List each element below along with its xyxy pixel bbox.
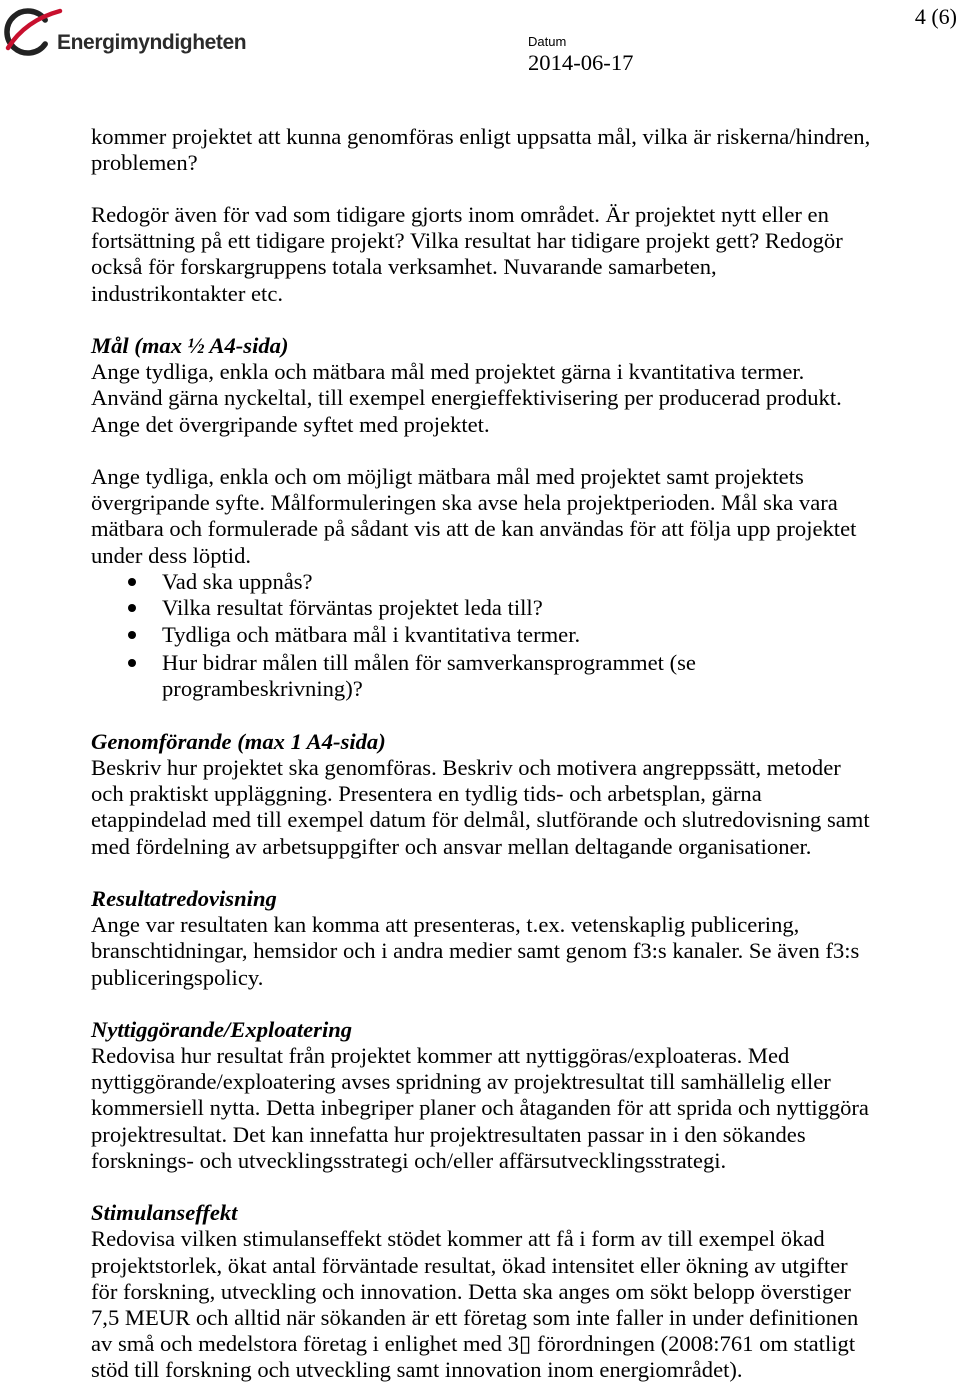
body-line: stöd till forskning och utveckling samt innovation inom energiområdet).	[91, 1357, 743, 1383]
body-line: mätbara och formulerade på sådant vis att de kan användas för att följa upp projektet	[91, 516, 857, 542]
body-line: Ange det övergripande syftet med projektet.	[91, 411, 490, 437]
bullet-icon	[128, 578, 136, 586]
list-item	[91, 569, 951, 595]
body-line: problemen?	[91, 149, 198, 175]
paragraph-gap	[91, 176, 951, 202]
body-line: projektstorlek, ökat antal förväntade resultat, ökad intensitet eller ökning av utgifter	[91, 1252, 848, 1278]
list-item-text: Hur bidrar målen till målen för samverkansprogrammet (se	[162, 650, 696, 676]
list-item-text: Vilka resultat förväntas projektet leda till?	[162, 594, 543, 620]
section-heading-goals: Mål (max ½ A4-sida)	[91, 333, 289, 358]
body-line: också för forskargruppens totala verksamhet. Nuvarande samarbeten,	[91, 254, 717, 280]
body-line: Ange tydliga, enkla och om möjligt mätbara mål med projektet samt projektets	[91, 463, 804, 489]
section-exploitation	[91, 1017, 951, 1174]
body-line: Redogör även för vad som tidigare gjorts inom området. Är projektet nytt eller en	[91, 202, 829, 228]
body-line: etappindelad med till exempel datum för delmål, slutförande och slutredovisning samt	[91, 807, 870, 833]
body-line: med fördelning av arbetsuppgifter och ansvar mellan deltagande organisationer.	[91, 833, 812, 859]
list-item	[91, 622, 951, 648]
section-heading-stimulus: Stimulanseffekt	[91, 1200, 238, 1226]
energimyndigheten-logo-icon	[2, 2, 64, 60]
body-line: forsknings- och utvecklingsstrategi och/eller affärsutvecklingsstrategi.	[91, 1147, 727, 1173]
bullet-icon	[128, 604, 136, 612]
body-line: nyttiggörande/exploatering avses spridning av projektresultat till samhällelig eller	[91, 1069, 831, 1095]
body-line: Beskriv hur projektet ska genomföras. Beskriv och motivera angreppssätt, metoder	[91, 755, 841, 780]
date-label: Datum	[528, 34, 567, 49]
list-item-text: Tydliga och mätbara mål i kvantitativa termer.	[162, 622, 581, 648]
body-line: och praktiskt uppläggning. Presentera en tydlig tids- och arbetsplan, gärna	[91, 781, 762, 807]
list-item-text: programbeskrivning)?	[162, 676, 363, 702]
section-heading-results: Resultatredovisning	[91, 885, 277, 911]
body-line: branschtidningar, hemsidor och i andra medier samt genom f3:s kanaler. Se även f3:s	[91, 938, 860, 964]
paragraph-gap	[91, 991, 951, 1017]
body-line: Redovisa vilken stimulanseffekt stödet kommer att få i form av till exempel ökad	[91, 1226, 825, 1252]
body-line: övergripande syfte. Målformuleringen ska avse hela projektperioden. Mål ska vara	[91, 490, 838, 516]
section-results	[91, 886, 951, 991]
body-line: fortsättning på ett tidigare projekt? Vilka resultat har tidigare projekt gett? Redogör	[91, 228, 843, 254]
body-line: kommersiell nytta. Detta inbegriper planer och åtaganden för att sprida och nyttiggöra	[91, 1095, 869, 1121]
body-line: Ange var resultaten kan komma att presenteras, t.ex. vetenskaplig publicering,	[91, 912, 800, 938]
energimyndigheten-logo	[2, 2, 247, 60]
list-item	[91, 650, 951, 702]
document-body	[91, 124, 951, 1384]
section-goals	[91, 333, 951, 703]
body-line: publiceringspolicy.	[91, 964, 264, 990]
paragraph-continuation	[91, 124, 951, 176]
bullet-icon	[128, 631, 136, 639]
paragraph-gap	[91, 860, 951, 886]
body-line: Ange tydliga, enkla och mätbara mål med projektet gärna i kvantitativa termer.	[91, 359, 805, 385]
list-item-text: Vad ska uppnås?	[162, 568, 313, 594]
bullet-icon	[128, 659, 136, 667]
body-line: av små och medelstora företag i enlighet med 3▯ förordningen (2008:761 om statligt	[91, 1331, 856, 1357]
body-line: 7,5 MEUR och alltid när sökanden är ett företag som inte faller in under definitionen	[91, 1304, 859, 1330]
logo-wordmark: Energimyndigheten	[57, 31, 247, 54]
list-item	[91, 595, 951, 621]
section-implementation	[91, 729, 951, 860]
section-heading-exploitation: Nyttiggörande/Exploatering	[91, 1016, 353, 1042]
paragraph-gap	[91, 307, 951, 333]
body-line: projektresultat. Det kan innefatta hur projektresultaten passar in i den sökandes	[91, 1121, 806, 1147]
section-stimulus	[91, 1200, 951, 1383]
bullet-list	[91, 569, 951, 703]
body-line: Använd gärna nyckeltal, till exempel energieffektivisering per producerad produkt.	[91, 385, 842, 411]
date-value: 2014-06-17	[528, 50, 634, 75]
body-line: Redovisa hur resultat från projektet kommer att nyttiggöras/exploateras. Med	[91, 1043, 790, 1069]
page-number: 4 (6)	[914, 4, 957, 29]
body-line: under dess löptid.	[91, 542, 252, 568]
paragraph-background	[91, 202, 951, 307]
body-line: industrikontakter etc.	[91, 280, 283, 306]
body-line: för forskning, utveckling och innovation. Detta ska anges om sökt belopp överstiger	[91, 1278, 851, 1304]
paragraph-gap	[91, 438, 951, 464]
body-line: kommer projektet att kunna genomföras enligt uppsatta mål, vilka är riskerna/hindren,	[91, 123, 871, 149]
paragraph-gap	[91, 703, 951, 729]
paragraph-gap	[91, 1174, 951, 1200]
section-heading-implementation: Genomförande (max 1 A4-sida)	[91, 728, 386, 754]
